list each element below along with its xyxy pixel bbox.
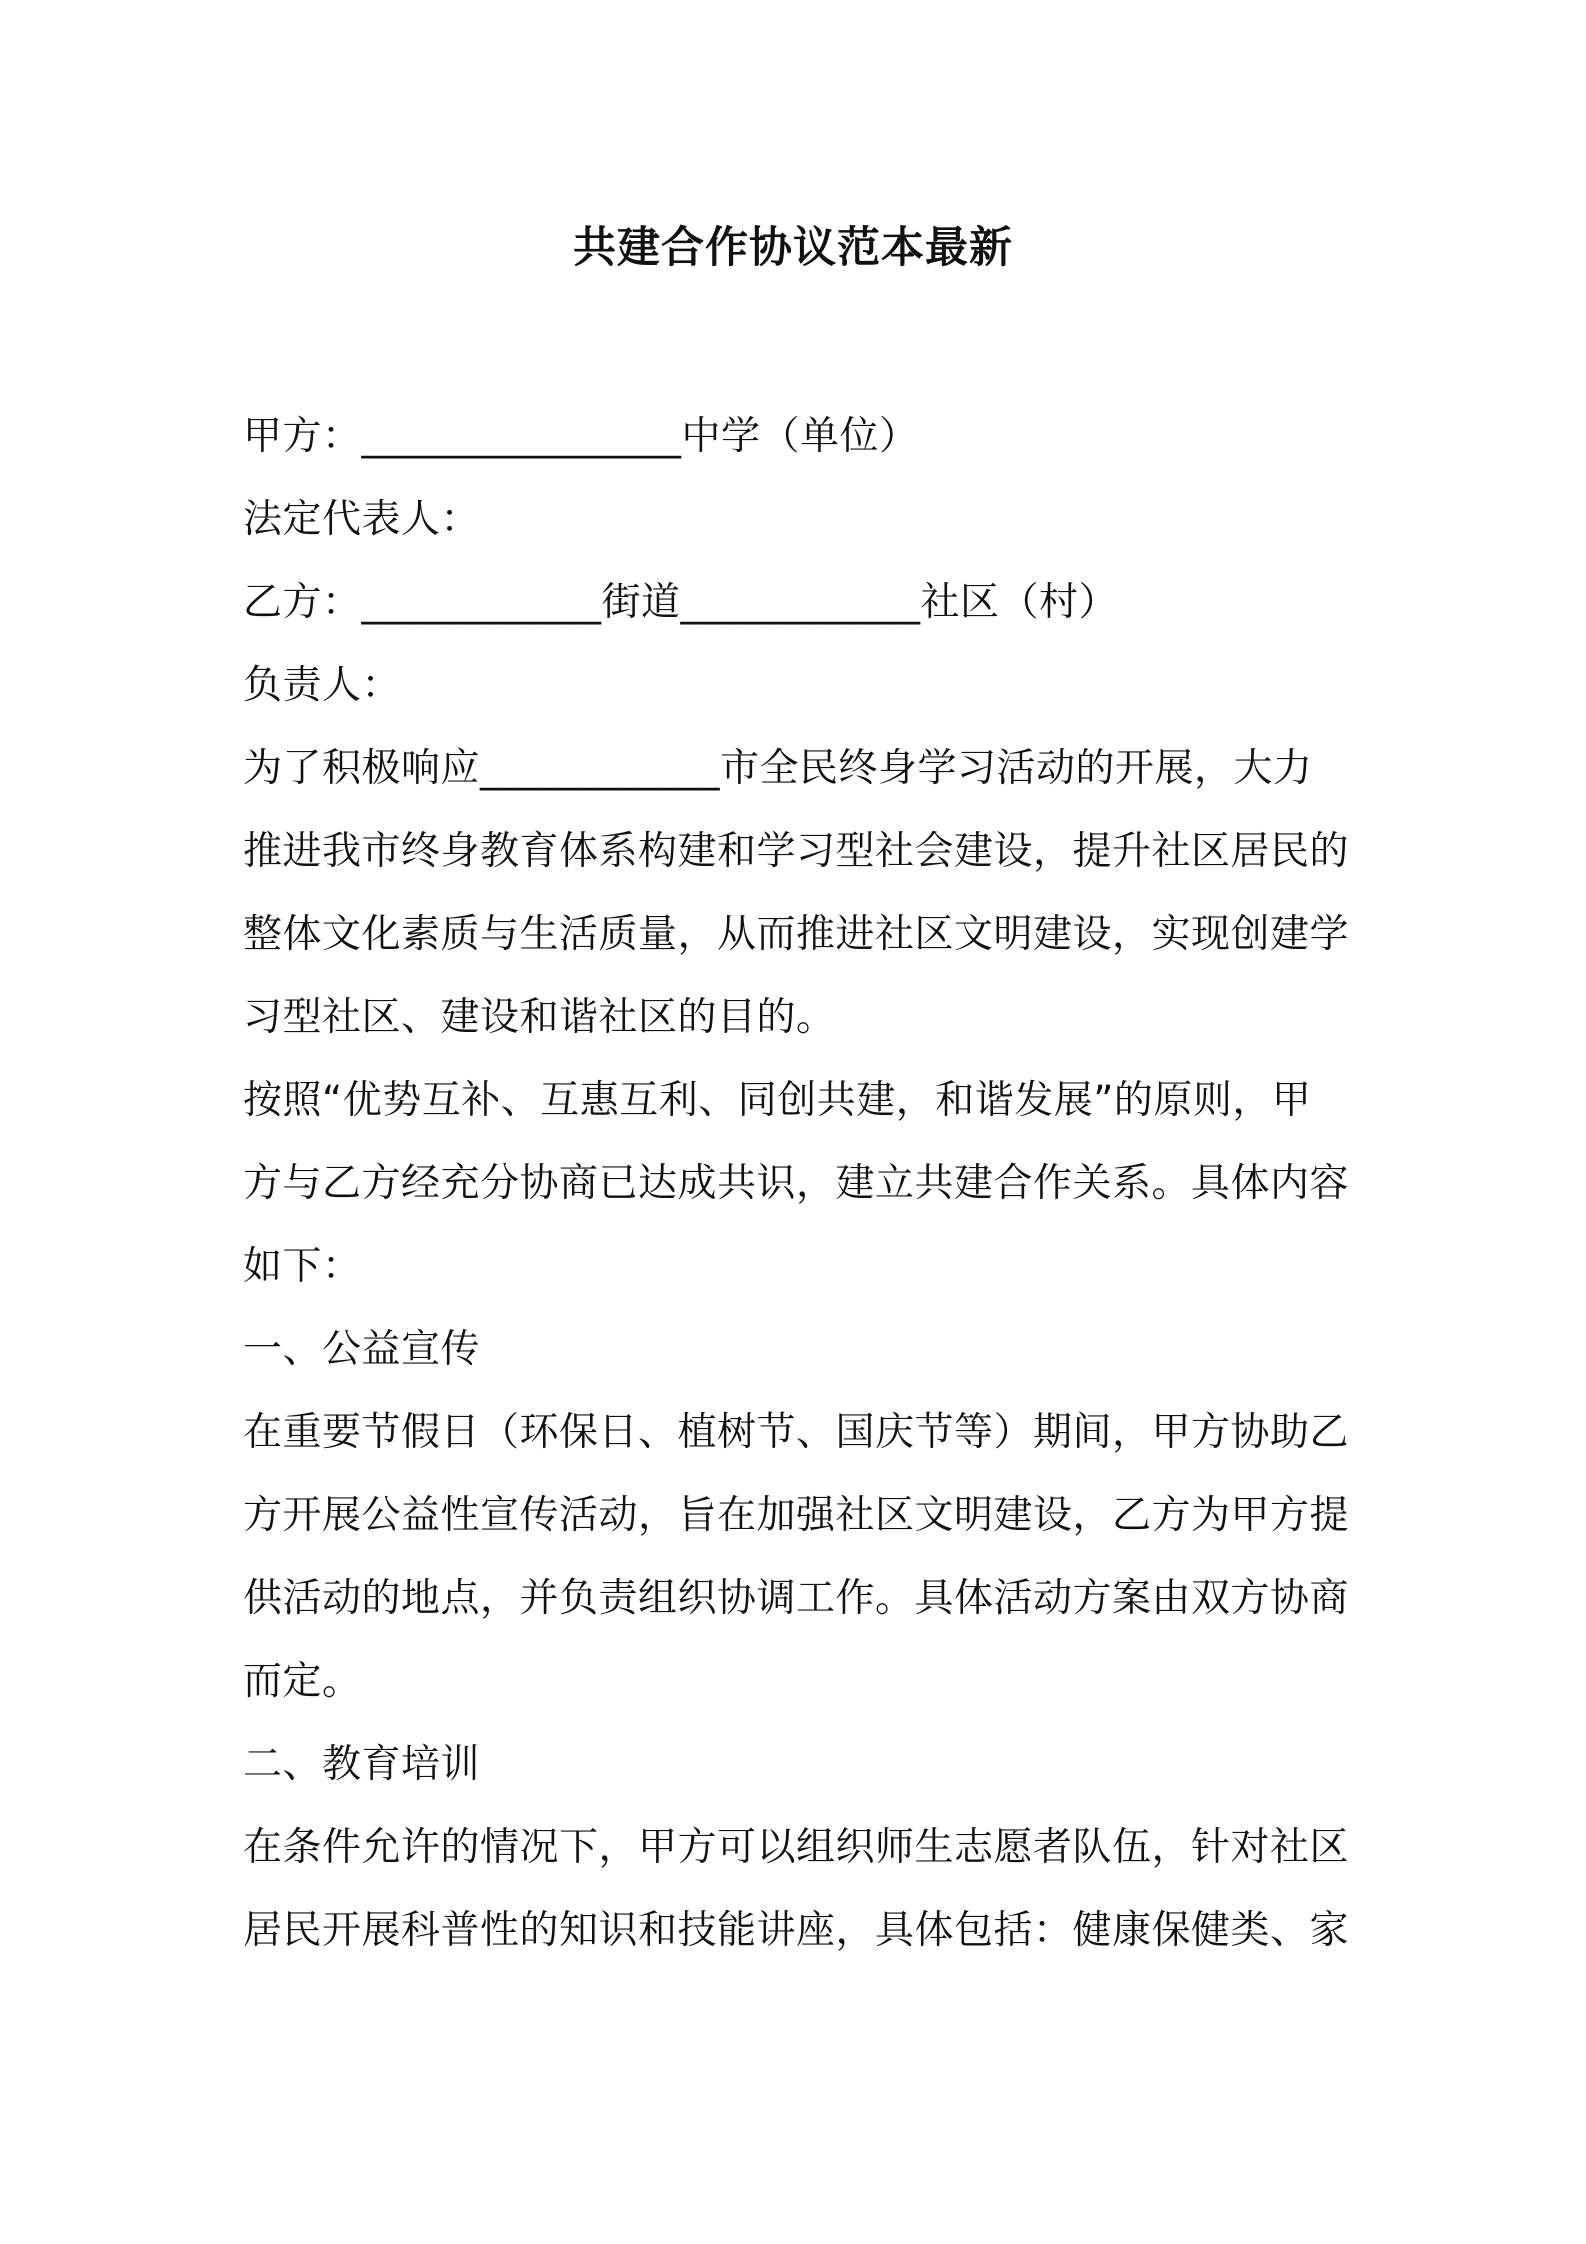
paragraph-line: 按照“优势互补、互惠互利、同创共建，和谐发展”的原则，甲	[243, 1078, 1312, 1123]
paragraph-line: 为了积极响应____________市全民终身学习活动的开展，大力	[243, 746, 1313, 791]
paragraph-line: 供活动的地点，并负责组织协调工作。具体活动方案由双方协商	[243, 1576, 1350, 1621]
paragraph-line: 居民开展科普性的知识和技能讲座，具体包括：健康保健类、家	[243, 1908, 1350, 1953]
paragraph-line: 习型社区、建设和谐社区的目的。	[243, 995, 836, 1040]
party-b-line: 乙方：____________街道____________社区（村）	[243, 580, 1119, 625]
paragraph-line: 如下：	[243, 1244, 362, 1289]
legal-representative-line: 法定代表人：	[243, 497, 481, 542]
document-title: 共建合作协议范本最新	[573, 223, 1013, 273]
paragraph-line: 整体文化素质与生活质量，从而推进社区文明建设，实现创建学	[243, 912, 1350, 957]
section-heading-training: 二、教育培训	[243, 1742, 481, 1787]
section-heading-publicity: 一、公益宣传	[243, 1327, 481, 1372]
paragraph-line: 方与乙方经充分协商已达成共识，建立共建合作关系。具体内容	[243, 1161, 1350, 1206]
paragraph-line: 在条件允许的情况下，甲方可以组织师生志愿者队伍，针对社区	[243, 1825, 1350, 1870]
paragraph-line: 而定。	[243, 1659, 362, 1704]
paragraph-line: 推进我市终身教育体系构建和学习型社会建设，提升社区居民的	[243, 829, 1350, 874]
responsible-person-line: 负责人：	[243, 663, 402, 708]
party-a-line: 甲方：________________中学（单位）	[243, 414, 919, 459]
paragraph-line: 在重要节假日（环保日、植树节、国庆节等）期间，甲方协助乙	[243, 1410, 1350, 1455]
paragraph-line: 方开展公益性宣传活动，旨在加强社区文明建设，乙方为甲方提	[243, 1493, 1350, 1538]
